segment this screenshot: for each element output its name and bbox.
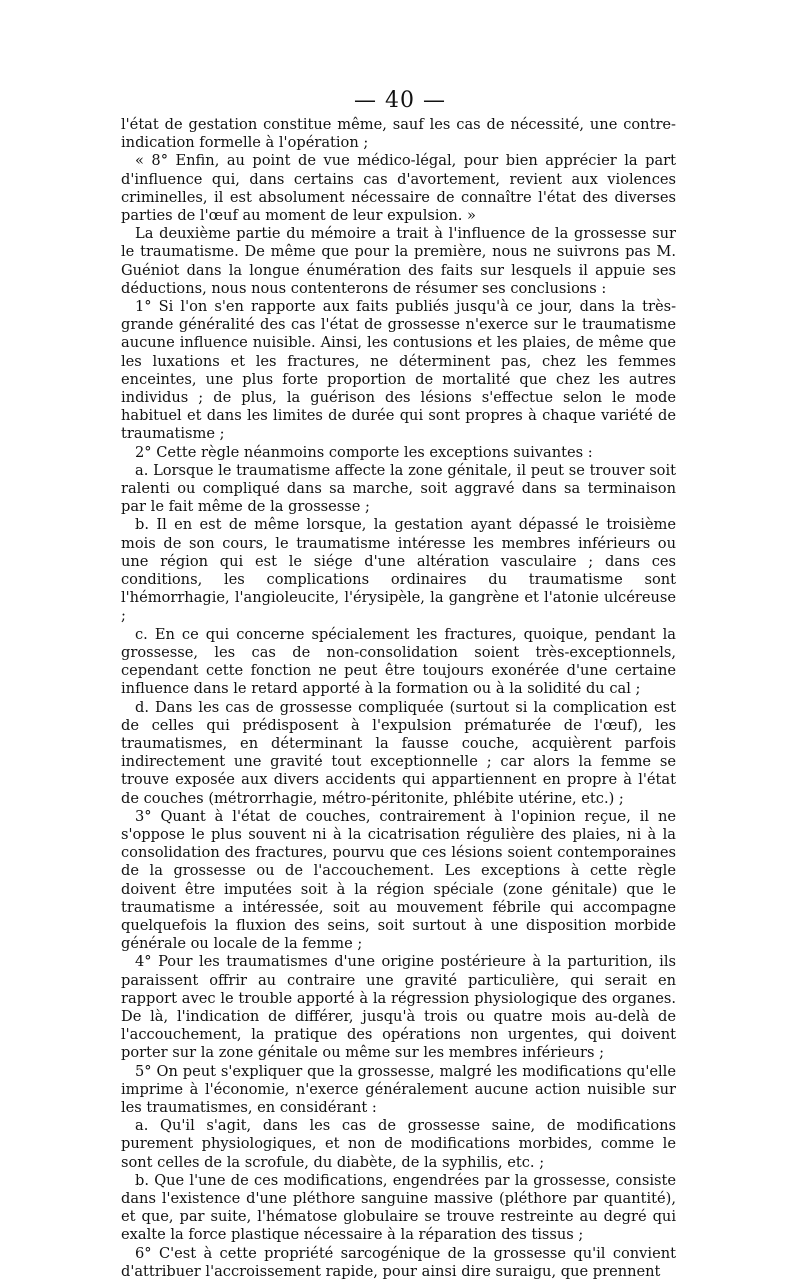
paragraph-5: 2° Cette règle néanmoins comporte les exceptions suivantes :	[135, 443, 593, 461]
paragraph-1: l'état de gestation constitue même, sauf les cas de nécessité, une contre-indication formelle à l'opération ;	[121, 116, 676, 152]
paragraph-13: a. Qu'il s'agit, dans les cas de grossesse saine, de modifications purement physiologiques, et non de modifications morbides, comme le sont celles de la scrofule, du diabète, de la syphilis, etc. ;	[121, 1117, 676, 1171]
paragraph-10: 3° Quant à l'état de couches, contrairement à l'opinion reçue, il ne s'oppose le plus souvent ni à la cicatrisation régulière des plaies, ni à la consolidation des fractures, pourvu que ces lésions soient contemporaines de la grossesse ou de l'accouchement. Les exceptions à cette règle doivent être imputées soit à la région spéciale (zone génitale) que le traumatisme a intéressée, soit au mouvement fébrile qui accompagne quelquefois la fluxion des seins, soit surtout à une disposition morbide générale ou locale de la femme ;	[121, 807, 676, 953]
paragraph-6: a. Lorsque le traumatisme affecte la zone génitale, il peut se trouver soit ralenti ou compliqué dans sa marche, soit aggravé dans sa terminaison par le fait même de la grossesse ;	[121, 461, 676, 516]
paragraph-2: « 8° Enfin, au point de vue médico-légal, pour bien apprécier la part d'influence qui, dans certains cas d'avortement, revient aux violences criminelles, il est absolument nécessaire de connaître l'état des diverses parties de l'œuf au moment de leur expulsion. »	[121, 152, 676, 225]
paragraph-12: 5° On peut s'expliquer que la grossesse, malgré les modifications qu'elle imprime à l'économie, n'exerce généralement aucune action nuisible sur les traumatismes, en considérant :	[121, 1062, 676, 1116]
paragraph-3: La deuxième partie du mémoire a trait à l'influence de la grossesse sur le traumatisme. De même que pour la première, nous ne suivrons pas M. Guéniot dans la longue énumération des faits sur lesquels il appuie ses déductions, nous nous contenterons de résumer ses conclusions :	[121, 225, 676, 297]
paragraph-9: d. Dans les cas de grossesse compliquée (surtout si la complication est de celles qui prédisposent à l'expulsion prématurée de l'œuf), les traumatismes, en déterminant la fausse couche, acquièrent parfois indirectement une gravité tout exceptionnelle ; car alors la femme se trouve exposée aux divers accidents qui appartiennent en propre à l'état de couches (métrorrhagie, métro-péritonite, phlébite utérine, etc.) ;	[121, 698, 676, 807]
page-body	[121, 116, 676, 1281]
paragraph-11: 4° Pour les traumatismes d'une origine postérieure à la parturition, ils paraissent offrir au contraire une gravité particulière, qui serait en rapport avec le trouble apporté à la régression physiologique des organes. De là, l'indication de différer, jusqu'à trois ou quatre mois au-delà de l'accouchement, la pratique des opérations non urgentes, qui doivent porter sur la zone génitale ou même sur les membres inférieurs ;	[121, 953, 676, 1062]
paragraph-4: 1° Si l'on s'en rapporte aux faits publiés jusqu'à ce jour, dans la très-grande généralité des cas l'état de grossesse n'exerce sur le traumatisme aucune influence nuisible. Ainsi, les contusions et les plaies, de même que les luxations et les fractures, ne déterminent pas, chez les femmes enceintes, une plus forte proportion de mortalité que chez les autres individus ; de plus, la guérison des lésions s'effectue selon le mode habituel et dans les limites de durée qui sont propres à chaque variété de traumatisme ;	[121, 298, 676, 443]
page-number: — 40 —	[354, 88, 446, 113]
paragraph-8: c. En ce qui concerne spécialement les fractures, quoique, pendant la grossesse, les cas de non-consolidation soient très-exceptionnels, cependant cette fonction ne peut être toujours exonérée d'une certaine influence dans le retard apporté à la formation ou à la solidité du cal ;	[121, 625, 676, 698]
paragraph-14: b. Que l'une de ces modifications, engendrées par la grossesse, consiste dans l'existence d'une pléthore sanguine massive (pléthore par quantité), et que, par suite, l'hématose globulaire se trouve restreinte au degré qui exalte la force plastique nécessaire à la réparation des tissus ;	[121, 1171, 676, 1244]
paragraph-15: 6° C'est à cette propriété sarcogénique de la grossesse qu'il convient d'attribuer l'accroissement rapide, pour ainsi dire suraigu, que prennent	[121, 1244, 676, 1280]
paragraph-7: b. Il en est de même lorsque, la gestation ayant dépassé le troisième mois de son cours, le traumatisme intéresse les membres inférieurs ou une région qui est le siége d'une altération vasculaire ; dans ces conditions, les complications ordinaires du traumatisme sont l'hémorrhagie, l'angioleucite, l'érysipèle, la gangrène et l'atonie ulcéreuse ;	[121, 516, 676, 625]
